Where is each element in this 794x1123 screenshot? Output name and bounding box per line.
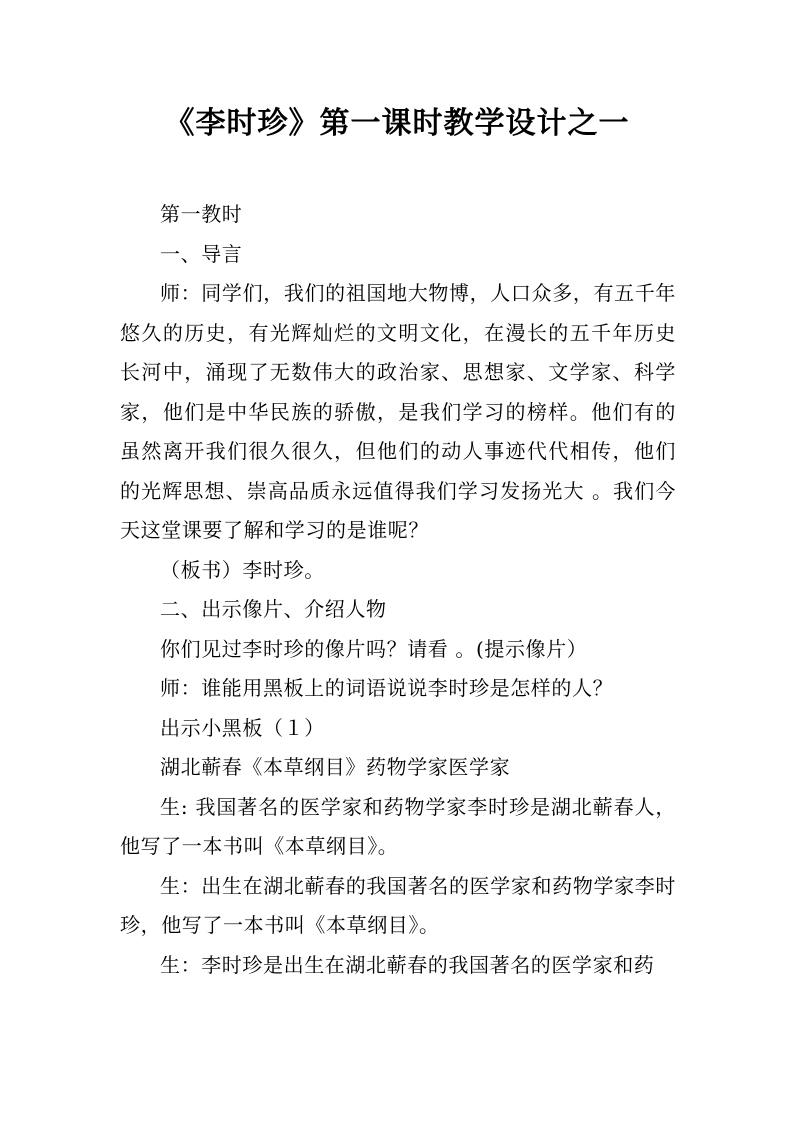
document-title: 《李时珍》第一课时教学设计之一 — [164, 106, 630, 141]
paragraph-teacher-question: 师：谁能用黑板上的词语说说李时珍是怎样的人？ — [160, 676, 614, 700]
paragraph-portrait-question: 你们见过李时珍的像片吗？请看 。(提示像片） — [160, 636, 588, 661]
paragraph-student-answer-2: 生：出生在湖北蕲春的我国著名的医学家和药物学家李时珍，他写了一本书叫《本草纲目》。 — [120, 873, 676, 937]
paragraph-keywords: 湖北蕲春《本草纲目》药物学家医学家 — [160, 755, 511, 779]
paragraph-section-intro-heading: 一、导言 — [160, 241, 243, 266]
document-body — [120, 195, 676, 985]
paragraph-section-portrait-heading: 二、出示像片、介绍人物 — [160, 597, 387, 621]
paragraph-board-writing: （板书）李时珍。 — [160, 557, 325, 582]
paragraph-small-blackboard: 出示小黑板（１） — [160, 715, 325, 740]
paragraph-lesson-label: 第一教时 — [160, 202, 243, 226]
paragraph-teacher-intro: 师：同学们，我们的祖国地大物博，人口众多，有五千年悠久的历史，有光辉灿烂的文明文化，在漫长的五千年历史长河中，涌现了无数伟大的政治家、思想家、文学家、科学家，他们是中华民族的骄傲，是我们学习的榜样。他们有的虽然离开我们很久很久，但他们的动人事迹代代相传，他们的光辉思想、崇高品质永远值得我们学习发扬光大 。我们今天这堂课要了解和学习的是谁呢？ — [120, 281, 676, 542]
paragraph-student-answer-3: 生：李时珍是出生在湖北蕲春的我国著名的医学家和药 — [160, 952, 655, 977]
paragraph-student-answer-1: 生: 我国著名的医学家和药物学家李时珍是湖北蕲春人，他写了一本书叫《本草纲目》。 — [120, 794, 676, 858]
